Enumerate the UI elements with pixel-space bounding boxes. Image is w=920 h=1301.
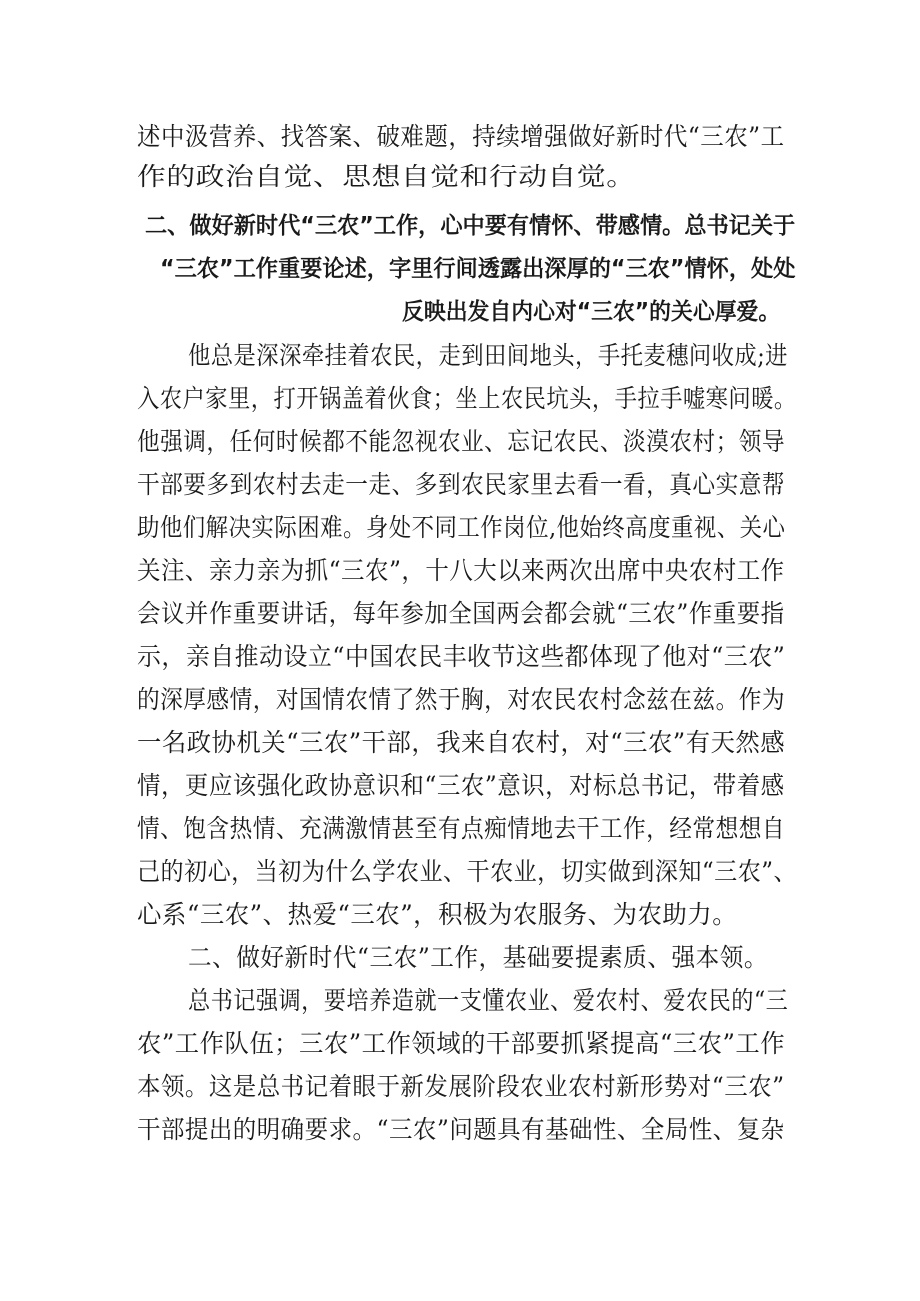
text-line: 示，亲自推动设立“中国农民丰收节这些都体现了他对“三农” [137,642,786,671]
text-line: 助他们解决实际困难。身处不同工作岗位,他始终高度重视、关心 [137,513,786,542]
text-line: 关注、亲力亲为抓“三农”，十八大以来两次出席中央农村工作 [137,556,785,585]
text-line: 己的初心，当初为什么学农业、干农业，切实做到深知“三农”、 [137,857,798,886]
text-line: 他总是深深牵挂着农民，走到田间地头，手托麦穗问收成;进 [188,341,788,370]
text-line: 他强调，任何时候都不能忽视农业、忘记农民、淡漠农村；领导 [137,427,786,456]
text-line: 一名政协机关“三农”干部，我来自农村，对“三农”有天然感 [137,728,786,757]
text-line: 述中汲营养、找答案、破难题，持续增强做好新时代“三农”工 [137,122,785,151]
text-line: 总书记强调，要培养造就一支懂农业、爱农村、爱农民的“三 [188,986,789,1015]
text-line: 的深厚感情，对国情农情了然于胸，对农民农村念兹在兹。作为 [137,685,786,714]
heading-line: 反映出发自内心对“三农”的关心厚爱。 [402,299,781,325]
text-line: 入农户家里，打开锅盖着伙食；坐上农民坑头，手拉手嘘寒问暖。 [137,384,797,413]
text-line: 农”工作队伍；三农”工作领域的干部要抓紧提高“三农”工作 [137,1029,786,1058]
text-line: 情，更应该强化政协意识和“三农”意识，对标总书记，带着感 [137,771,785,800]
text-line: 作的政治自觉、思想自觉和行动自觉。 [137,162,636,191]
section-heading: 二、做好新时代“三农”工作，基础要提素质、强本领。 [188,943,769,972]
text-line: 会议并作重要讲话，每年参加全国两会都会就“三农”作重要指 [137,599,785,628]
text-line: 干部提出的明确要求。“三农”问题具有基础性、全局性、复杂 [137,1115,785,1144]
heading-line: 二、做好新时代“三农”工作，心中要有情怀、带感情。总书记关于 [145,213,796,239]
text-line: 情、饱含热情、充满激情甚至有点痴情地去干工作，经常想想自 [137,814,786,843]
text-line: 心系“三农”、热爱“三农”，积极为农服务、为农助力。 [137,900,738,929]
text-line: 干部要多到农村去走一走、多到农民家里去看一看，真心实意帮 [137,470,786,499]
text-line: 本领。这是总书记着眼于新发展阶段农业农村新形势对“三农” [137,1072,785,1101]
heading-line: “三农”工作重要论述，字里行间透露出深厚的“三农”情怀，处处 [160,256,796,282]
